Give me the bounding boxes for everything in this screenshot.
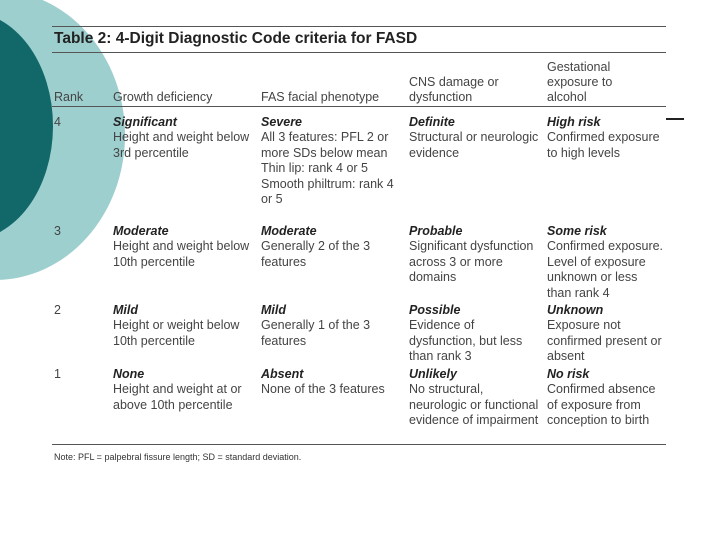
cns-cell — [409, 115, 541, 161]
facial-detail: Generally 2 of the 3 features — [261, 239, 371, 269]
exposure-detail: Confirmed exposure to high levels — [547, 130, 660, 160]
growth-detail: Height and weight below 3rd percentile — [113, 130, 250, 160]
title-rule — [52, 52, 666, 53]
cns-heading: Possible — [409, 303, 461, 317]
growth-cell — [113, 367, 253, 413]
facial-heading: Moderate — [261, 224, 317, 238]
cns-heading: Probable — [409, 224, 463, 238]
facial-cell — [261, 224, 401, 270]
cns-cell — [409, 367, 541, 429]
facial-cell — [261, 367, 401, 398]
exposure-cell — [547, 115, 665, 161]
facial-heading: Severe — [261, 115, 303, 129]
exposure-heading: High risk — [547, 115, 601, 129]
growth-detail: Height and weight at or above 10th percentile — [113, 382, 242, 412]
exposure-heading: Unknown — [547, 303, 604, 317]
cns-cell — [409, 303, 541, 365]
facial-detail: Generally 1 of the 3 features — [261, 318, 371, 348]
header-facial: FAS facial phenotype — [261, 90, 380, 104]
table-note: Note: PFL = palpebral fissure length; SD = standard deviation. — [54, 452, 302, 462]
exposure-heading: No risk — [547, 367, 590, 381]
cns-detail: Evidence of dysfunction, but less than rank 3 — [409, 318, 523, 364]
facial-detail: All 3 features: PFL 2 or more SDs below mean Thin lip: rank 4 or 5 Smooth philtrum: rank 4 or 5 — [261, 130, 394, 207]
rank-cell: 1 — [54, 367, 61, 381]
growth-cell — [113, 115, 253, 161]
cns-detail: Significant dysfunction across 3 or more domains — [409, 239, 534, 285]
table-bottom-rule — [52, 444, 666, 445]
growth-cell — [113, 303, 253, 349]
exposure-cell — [547, 367, 665, 429]
facial-cell — [261, 115, 399, 207]
facial-heading: Mild — [261, 303, 286, 317]
growth-detail: Height or weight below 10th percentile — [113, 318, 240, 348]
exposure-detail: Confirmed absence of exposure from conception to birth — [547, 382, 656, 428]
exposure-detail: Exposure not confirmed present or absent — [547, 318, 662, 364]
rank-cell: 3 — [54, 224, 61, 238]
header-rule — [52, 106, 666, 107]
cns-heading: Unlikely — [409, 367, 457, 381]
table-top-rule — [52, 26, 666, 27]
exposure-detail: Confirmed exposure. Level of exposure unknown or less than rank 4 — [547, 239, 664, 300]
cns-heading: Definite — [409, 115, 455, 129]
growth-cell — [113, 224, 253, 270]
header-exposure: Gestational exposure to alcohol — [547, 60, 613, 104]
growth-heading: Significant — [113, 115, 177, 129]
growth-heading: Mild — [113, 303, 138, 317]
facial-detail: None of the 3 features — [261, 382, 385, 397]
exposure-cell — [547, 303, 665, 365]
rank-cell: 2 — [54, 303, 61, 317]
decorative-dash — [666, 118, 684, 120]
rank-cell: 4 — [54, 115, 61, 129]
growth-detail: Height and weight below 10th percentile — [113, 239, 250, 269]
cns-detail: No structural, neurologic or functional evidence of impairment — [409, 382, 539, 428]
facial-heading: Absent — [261, 367, 304, 381]
header-rank: Rank — [54, 90, 84, 104]
growth-heading: Moderate — [113, 224, 169, 238]
exposure-heading: Some risk — [547, 224, 607, 238]
facial-cell — [261, 303, 401, 349]
table-title: Table 2: 4-Digit Diagnostic Code criteria for FASD — [54, 30, 418, 47]
header-growth: Growth deficiency — [113, 90, 213, 104]
exposure-cell — [547, 224, 665, 301]
growth-heading: None — [113, 367, 145, 381]
cns-detail: Structural or neurologic evidence — [409, 130, 539, 160]
cns-cell — [409, 224, 541, 286]
header-cns: CNS damage or dysfunction — [409, 75, 499, 104]
